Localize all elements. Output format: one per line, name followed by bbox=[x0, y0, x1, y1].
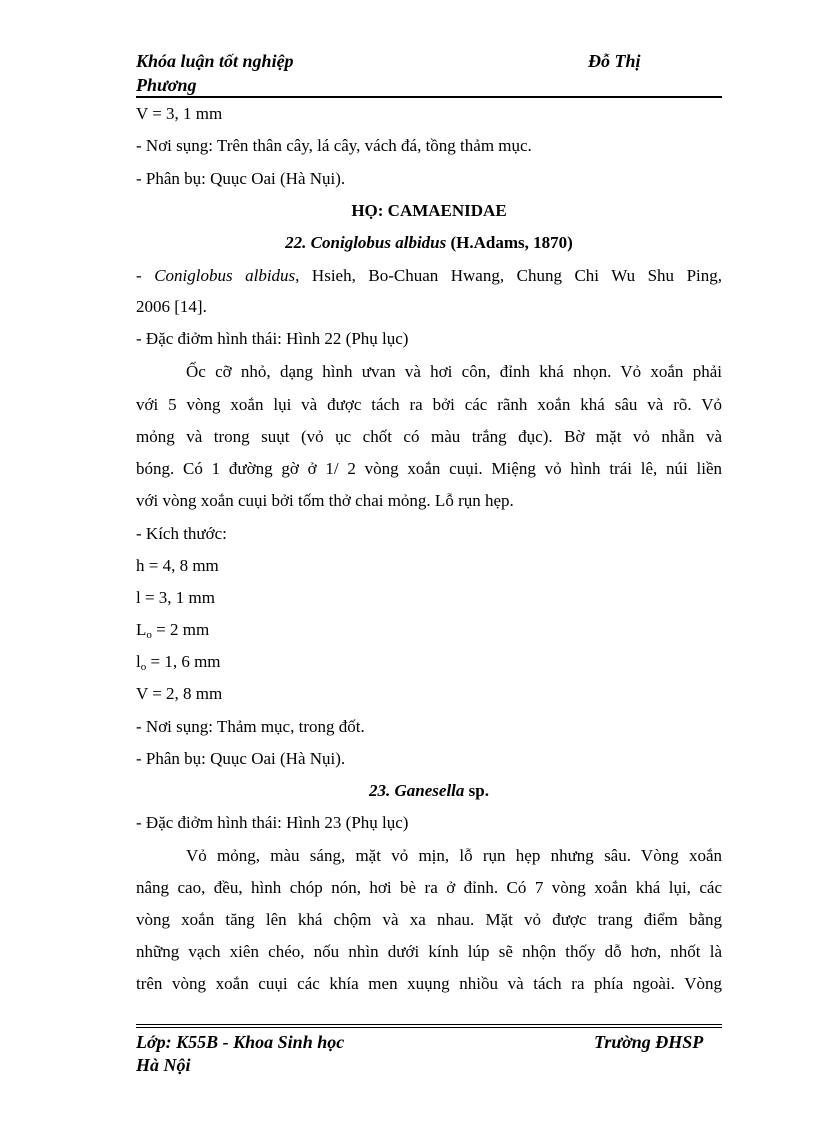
measure-lo-value: = 1, 6 mm bbox=[146, 652, 221, 671]
footer-class: Lớp: K55B - Khoa Sinh học bbox=[136, 1032, 345, 1052]
species-23-morphology-label: - Đặc điởm hình thái: Hình 23 (Phụ lục) bbox=[136, 813, 409, 832]
measure-Lo bbox=[136, 619, 722, 641]
species-23-number: 23. bbox=[369, 781, 391, 800]
measure-lo-subscript: o bbox=[140, 661, 147, 673]
measure-lo-symbol: l bbox=[136, 652, 141, 671]
reference-species-name: Coniglobus albidus bbox=[154, 266, 296, 285]
paragraph-22-line-5: với vòng xoắn cuụi bởi tốm thở chai mỏng. Lỗ rụn hẹp. bbox=[136, 491, 514, 510]
measure-h: h = 4, 8 mm bbox=[136, 556, 219, 575]
species-22-number: 22. bbox=[285, 233, 307, 252]
page-header bbox=[136, 50, 722, 98]
paragraph-22-line-4: bóng. Có 1 đường gờ ở 1/ 2 vòng xoắn cuụi. Miệng vỏ hình trái lê, núi liền bbox=[136, 459, 722, 478]
measure-v-previous: V = 3, 1 mm bbox=[136, 104, 223, 123]
paragraph-22-line-3: mỏng và trong suụt (vỏ ục chốt có màu trắng đục). Bờ mặt vỏ nhẵn và bbox=[136, 427, 722, 446]
header-divider bbox=[136, 96, 722, 98]
footer-school: Trường ĐHSP bbox=[594, 1032, 704, 1052]
paragraph-22-line-1: Ốc cỡ nhỏ, dạng hình ưvan và hơi côn, đỉnh khá nhọn. Vỏ xoắn phải bbox=[186, 362, 722, 381]
paragraph-23-line-3: vòng xoắn tăng lên khá chộm và xa nhau. Mặt vỏ được trang điểm bằng bbox=[136, 910, 722, 929]
reference-year: 2006 [14]. bbox=[136, 297, 207, 316]
species-22-author: (H.Adams, 1870) bbox=[450, 233, 573, 252]
species-22-morphology-label: - Đặc điởm hình thái: Hình 22 (Phụ lục) bbox=[136, 329, 409, 348]
measure-Lo-symbol: L bbox=[136, 620, 147, 639]
distribution-previous: - Phân bụ: Quục Oai (Hà Nụi). bbox=[136, 169, 346, 188]
paragraph-22-line-2: với 5 vòng xoắn lụi và được tách ra bởi các rãnh xoắn khá sâu và rõ. Vỏ bbox=[136, 395, 722, 414]
family-heading: HỌ: CAMAENIDAE bbox=[351, 201, 507, 220]
header-title: Khóa luận tốt nghiệp bbox=[136, 51, 294, 71]
measure-Lo-subscript: o bbox=[146, 629, 152, 641]
footer-divider-bottom bbox=[136, 1027, 722, 1028]
habitat-previous: - Nơi sụng: Trên thân cây, lá cây, vách đá, tồng thảm mục. bbox=[136, 136, 532, 155]
species-22-distribution: - Phân bụ: Quục Oai (Hà Nụi). bbox=[136, 749, 346, 768]
species-23-name: Ganesella bbox=[394, 781, 465, 800]
measure-lo bbox=[136, 651, 722, 673]
measure-v: V = 2, 8 mm bbox=[136, 684, 223, 703]
paragraph-23-line-2: nâng cao, đều, hình chóp nón, hơi bè ra ở đỉnh. Có 7 vòng xoắn khá lụi, các bbox=[136, 878, 722, 897]
species-22-name: Coniglobus albidus bbox=[310, 233, 447, 252]
header-title-continued: Phương bbox=[136, 75, 197, 95]
paragraph-23-line-4: những vạch xiên chéo, nốu nhìn dưới kính lúp sẽ nhộn thốy dỗ hơn, nhốt là bbox=[136, 942, 722, 961]
header-author: Đỗ Thị bbox=[588, 51, 641, 71]
paragraph-23-line-1: Vỏ mỏng, màu sáng, mặt vỏ mịn, lỗ rụn hẹp nhưng sâu. Vòng xoắn bbox=[186, 846, 722, 865]
species-22-reference bbox=[136, 265, 722, 287]
footer-city: Hà Nội bbox=[136, 1055, 191, 1075]
measure-l: l = 3, 1 mm bbox=[136, 588, 216, 607]
species-22-habitat: - Nơi sụng: Thảm mục, trong đốt. bbox=[136, 717, 365, 736]
reference-authors: , Hsieh, Bo-Chuan Hwang, Chung Chi Wu Shu Ping, bbox=[295, 266, 722, 285]
measure-Lo-value: = 2 mm bbox=[151, 620, 210, 639]
size-label: - Kích thước: bbox=[136, 524, 227, 543]
paragraph-23-line-5: trên vòng xoắn cuụi các khía men xuụng nhiồu và tách ra phía ngoài. Vòng bbox=[136, 974, 722, 993]
species-22-heading bbox=[136, 232, 722, 254]
species-23-heading bbox=[136, 780, 722, 802]
species-23-suffix: sp. bbox=[464, 781, 489, 800]
footer-divider-top bbox=[136, 1024, 722, 1025]
reference-dash: - bbox=[136, 266, 155, 285]
